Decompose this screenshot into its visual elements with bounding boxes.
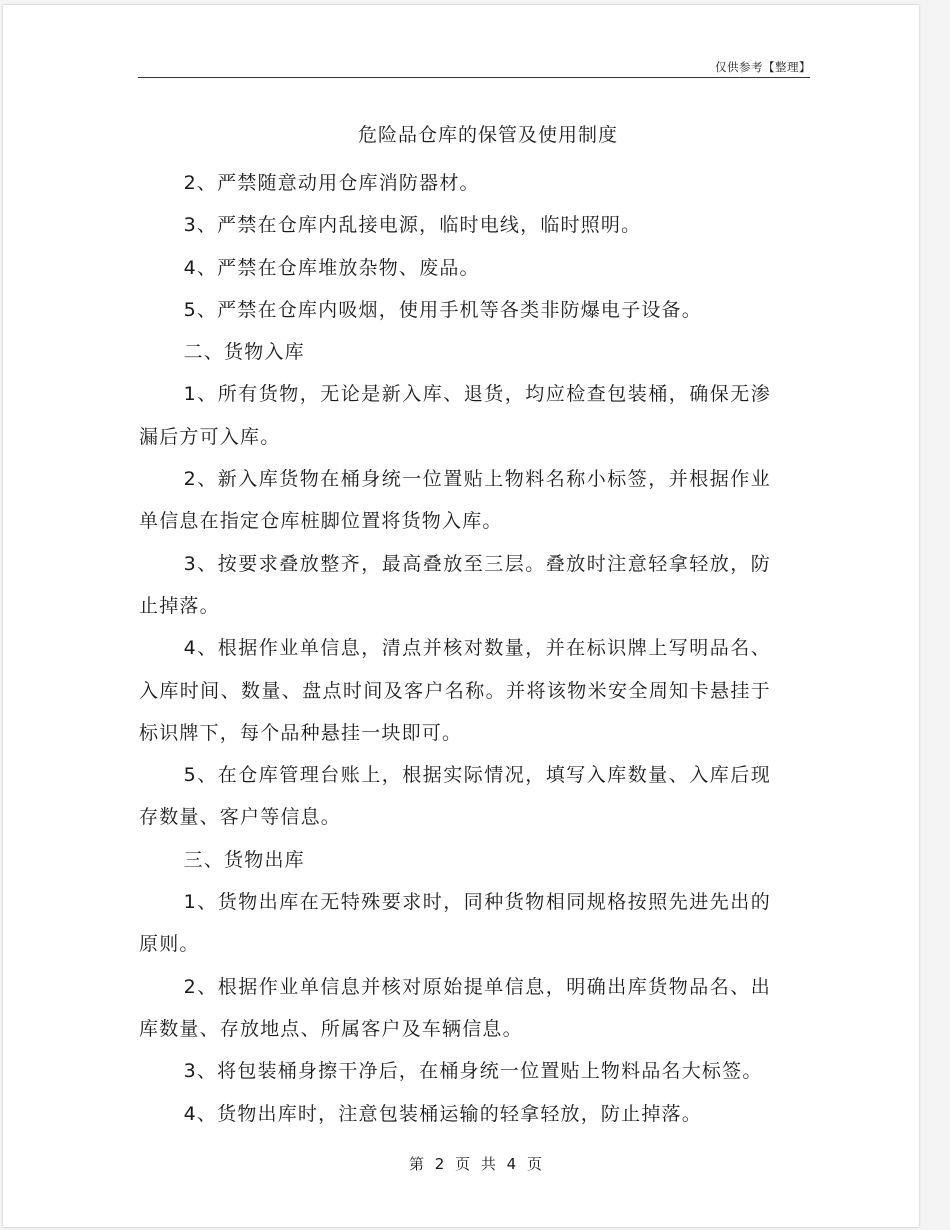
header-note: 仅供参考【整理】 bbox=[715, 60, 811, 74]
paragraph: 4、货物出库时，注意包装桶运输的轻拿轻放，防止掉落。 bbox=[183, 1102, 702, 1125]
paragraph: 4、严禁在仓库堆放杂物、废品。 bbox=[183, 256, 480, 279]
paragraph: 3、将包装桶身擦干净后，在桶身统一位置贴上物料品名大标签。 bbox=[183, 1060, 763, 1083]
paragraph: 1、所有货物，无论是新入库、退货，均应检查包装桶，确保无渗漏后方可入库。 bbox=[139, 383, 771, 448]
header-divider bbox=[138, 77, 810, 78]
section-heading: 三、货物出库 bbox=[183, 848, 305, 871]
paragraph: 2、根据作业单信息并核对原始提单信息，明确出库货物品名、出库数量、存放地点、所属客户及车辆信息。 bbox=[139, 975, 771, 1040]
document-body bbox=[139, 162, 771, 1135]
paragraph: 3、严禁在仓库内乱接电源，临时电线，临时照明。 bbox=[183, 214, 642, 237]
paragraph: 3、按要求叠放整齐，最高叠放至三层。叠放时注意轻拿轻放，防止掉落。 bbox=[139, 552, 771, 617]
document-title: 危险品仓库的保管及使用制度 bbox=[357, 124, 618, 146]
paragraph: 2、严禁随意动用仓库消防器材。 bbox=[183, 172, 480, 194]
paragraph: 5、在仓库管理台账上，根据实际情况，填写入库数量、入库后现存数量、客户等信息。 bbox=[139, 764, 771, 829]
paragraph: 1、货物出库在无特殊要求时，同种货物相同规格按照先进先出的原则。 bbox=[139, 891, 771, 956]
paragraph: 2、新入库货物在桶身统一位置贴上物料名称小标签，并根据作业单信息在指定仓库桩脚位置将货物入库。 bbox=[139, 468, 771, 533]
paragraph: 4、根据作业单信息，清点并核对数量，并在标识牌上写明品名、入库时间、数量、盘点时间及客户名称。并将该物米安全周知卡悬挂于标识牌下，每个品种悬挂一块即可。 bbox=[139, 637, 771, 744]
paragraph: 5、严禁在仓库内吸烟，使用手机等各类非防爆电子设备。 bbox=[183, 298, 702, 321]
section-heading: 二、货物入库 bbox=[183, 341, 305, 364]
page-number-footer: 第 2 页 共 4 页 bbox=[409, 1155, 543, 1173]
document-page bbox=[3, 5, 919, 1227]
